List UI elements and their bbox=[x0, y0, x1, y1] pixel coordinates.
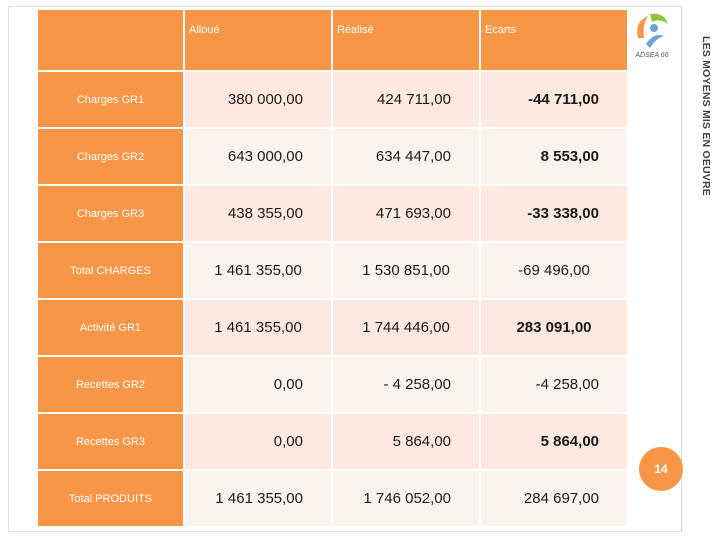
cell-alloue: 0,00 bbox=[184, 413, 332, 470]
cell-ecarts: -4 258,00 bbox=[480, 356, 628, 413]
cell-realise: - 4 258,00 bbox=[332, 356, 480, 413]
table-row bbox=[37, 356, 628, 413]
cell-ecarts: 5 864,00 bbox=[480, 413, 628, 470]
header-realise: Réalisé bbox=[332, 9, 480, 71]
cell-realise: 1 746 052,00 bbox=[332, 470, 480, 527]
row-label: Activité GR1 bbox=[37, 299, 184, 356]
cell-ecarts: 283 091,00 bbox=[480, 299, 628, 356]
budget-table bbox=[36, 8, 629, 528]
adsea-logo bbox=[630, 8, 674, 66]
table-row bbox=[37, 413, 628, 470]
row-label: Total CHARGES bbox=[37, 242, 184, 299]
logo-text: ADSEA 66 bbox=[635, 52, 669, 59]
section-title: LES MOYENS MIS EN OEUVRE bbox=[700, 36, 712, 196]
header-ecarts: Ecarts bbox=[480, 9, 628, 71]
row-label: Recettes GR3 bbox=[37, 413, 184, 470]
cell-realise: 1 744 446,00 bbox=[332, 299, 480, 356]
row-label: Recettes GR2 bbox=[37, 356, 184, 413]
row-label: Charges GR2 bbox=[37, 128, 184, 185]
row-label: Total PRODUITS bbox=[37, 470, 184, 527]
cell-alloue: 0,00 bbox=[184, 356, 332, 413]
cell-realise: 424 711,00 bbox=[332, 71, 480, 128]
cell-realise: 471 693,00 bbox=[332, 185, 480, 242]
cell-ecarts: -33 338,00 bbox=[480, 185, 628, 242]
table-row bbox=[37, 128, 628, 185]
row-label: Charges GR1 bbox=[37, 71, 184, 128]
page-number: 14 bbox=[639, 447, 683, 491]
table-row bbox=[37, 71, 628, 128]
header-corner bbox=[37, 9, 184, 71]
cell-alloue: 1 461 355,00 bbox=[184, 242, 332, 299]
cell-alloue: 1 461 355,00 bbox=[184, 470, 332, 527]
table-row bbox=[37, 299, 628, 356]
cell-alloue: 643 000,00 bbox=[184, 128, 332, 185]
cell-realise: 5 864,00 bbox=[332, 413, 480, 470]
header-alloue: Alloué bbox=[184, 9, 332, 71]
table-header-row bbox=[37, 9, 628, 71]
row-label: Charges GR3 bbox=[37, 185, 184, 242]
cell-ecarts: 284 697,00 bbox=[480, 470, 628, 527]
cell-alloue: 380 000,00 bbox=[184, 71, 332, 128]
cell-ecarts: 8 553,00 bbox=[480, 128, 628, 185]
table-row bbox=[37, 470, 628, 527]
table-row bbox=[37, 185, 628, 242]
logo-icon bbox=[630, 8, 674, 52]
cell-ecarts: -69 496,00 bbox=[480, 242, 628, 299]
cell-realise: 1 530 851,00 bbox=[332, 242, 480, 299]
cell-realise: 634 447,00 bbox=[332, 128, 480, 185]
cell-alloue: 1 461 355,00 bbox=[184, 299, 332, 356]
cell-alloue: 438 355,00 bbox=[184, 185, 332, 242]
cell-ecarts: -44 711,00 bbox=[480, 71, 628, 128]
table-row bbox=[37, 242, 628, 299]
